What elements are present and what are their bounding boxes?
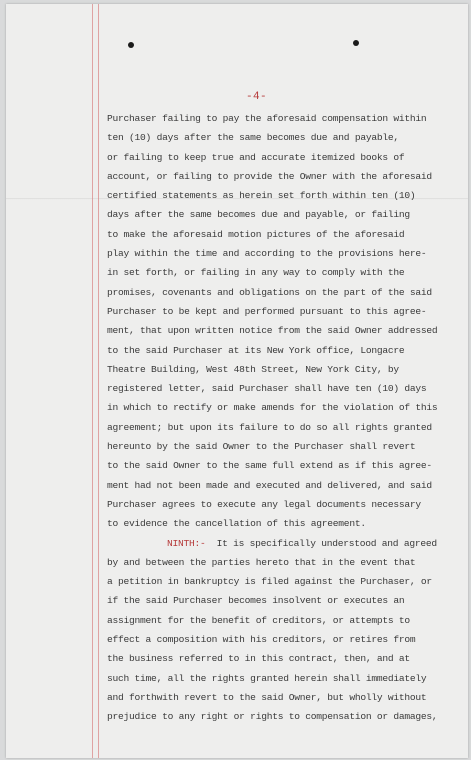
text-line: to the said Purchaser at its New York office, Longacre <box>107 344 405 356</box>
punch-hole-left <box>128 42 134 48</box>
text-line: Purchaser failing to pay the aforesaid compensation within <box>107 113 427 124</box>
text-line: by and between the parties hereto that in the event that <box>107 556 416 568</box>
text-line: certified statements as herein set forth within ten (10) <box>107 190 416 202</box>
text-line: days after the same becomes due and payable, or failing <box>107 209 410 221</box>
text-line: registered letter, said Purchaser shall have ten (10) days <box>107 383 427 395</box>
text-line: Purchaser agrees to execute any legal documents necessary <box>107 498 421 510</box>
text-line: if the said Purchaser becomes insolvent or executes an <box>107 595 405 607</box>
text-line: ten (10) days after the same becomes due and payable, <box>107 132 399 144</box>
text-line: to the said Owner to the same full extend as if this agree- <box>107 460 432 472</box>
text-line: to make the aforesaid motion pictures of the aforesaid <box>107 228 405 240</box>
document-page <box>6 4 468 758</box>
text-line: ment, that upon written notice from the said Owner addressed <box>107 325 438 337</box>
text-line: ment had not been made and executed and delivered, and said <box>107 479 432 491</box>
margin-rule-right <box>98 4 99 758</box>
text-line: the business referred to in this contract, then, and at <box>107 653 410 665</box>
text-line: such time, all the rights granted herein shall immediately <box>107 672 427 684</box>
text-line: prejudice to any right or rights to compensation or damages, <box>107 711 438 723</box>
text-line: in which to rectify or make amends for the violation of this <box>107 402 438 414</box>
text-line: to evidence the cancellation of this agreement. <box>107 518 366 530</box>
text-line: account, or failing to provide the Owner with the aforesaid <box>107 170 432 182</box>
text-line: and forthwith revert to the said Owner, but wholly without <box>107 691 427 703</box>
text-line: assignment for the benefit of creditors, or attempts to <box>107 614 410 626</box>
ninth-clause-first-line <box>107 534 467 553</box>
text-line: promises, covenants and obligations on the part of the said <box>107 286 432 298</box>
text-line: Theatre Building, West 48th Street, New York City, by <box>107 363 399 375</box>
punch-hole-right <box>353 40 359 46</box>
text-line: effect a composition with his creditors, or retires from <box>107 634 416 646</box>
text-line: a petition in bankruptcy is filed against the Purchaser, or <box>107 576 432 588</box>
body-text <box>107 109 467 727</box>
text-line: agreement; but upon its failure to do so all rights granted <box>107 421 432 433</box>
page-number: -4- <box>246 91 268 103</box>
text-line: hereunto by the said Owner to the Purchaser shall revert <box>107 441 416 453</box>
margin-rule-left <box>92 4 93 758</box>
text-line: in set forth, or failing in any way to comply with the <box>107 267 405 279</box>
text-line: It is specifically understood and agreed <box>216 537 437 549</box>
text-line: or failing to keep true and accurate itemized books of <box>107 151 405 163</box>
ninth-clause-label: NINTH:- <box>167 537 206 549</box>
text-line: Purchaser to be kept and performed pursuant to this agree- <box>107 305 427 317</box>
text-line: play within the time and according to the provisions here- <box>107 248 427 260</box>
